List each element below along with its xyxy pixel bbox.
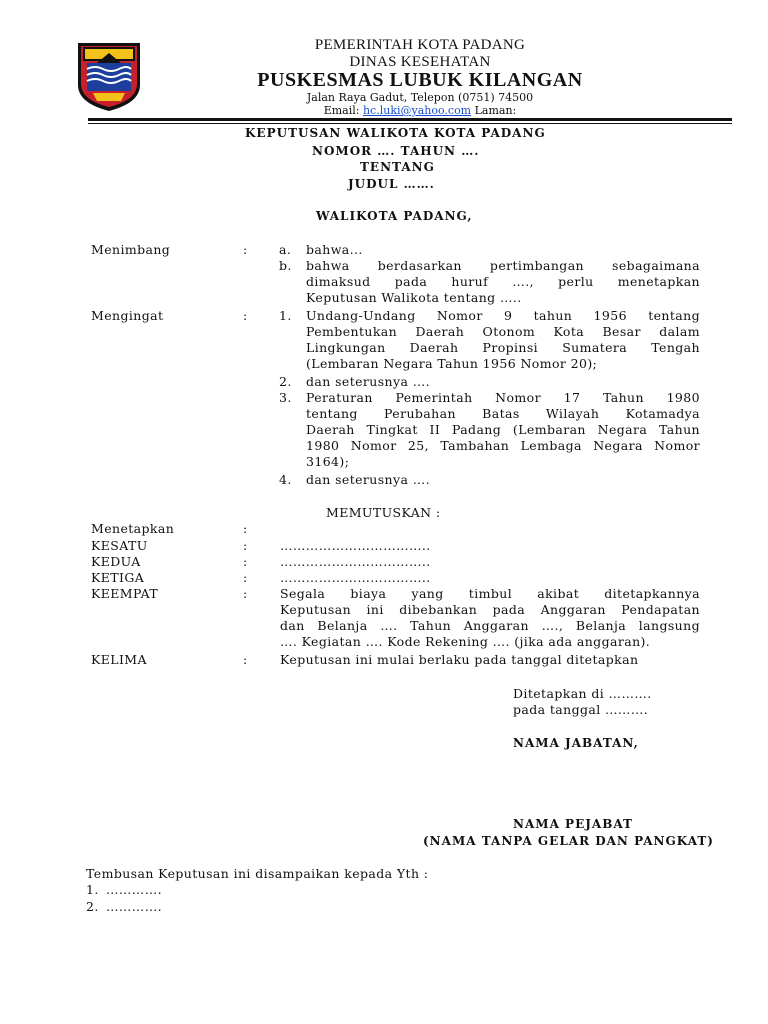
menimbang-line: bahwa berdasarkan pertimbangan sebagaimana [306, 258, 700, 273]
mengingat-line: (Lembaran Negara Tahun 1956 Nomor 20); [306, 356, 598, 371]
decree-title: KEPUTUSAN WALIKOTA KOTA PADANG [245, 126, 546, 140]
header-rule-thin [88, 123, 732, 124]
memutuskan-heading: MEMUTUSKAN : [326, 505, 441, 520]
email-label: Email: [323, 104, 360, 117]
mengingat-marker: 2. [279, 374, 292, 389]
decree-subject: JUDUL ……. [348, 177, 435, 191]
mengingat-line: Daerah Tingkat II Padang (Lembaran Negara Tahun [306, 422, 700, 437]
menimbang-label: Menimbang [91, 242, 171, 257]
mengingat-line: tentang Perubahan Batas Wilayah Kotamadya [306, 406, 700, 421]
decision-label: KEEMPAT [91, 586, 159, 601]
mengingat-line: 1980 Nomor 25, Tambahan Lembaga Negara Nomor [306, 438, 700, 453]
mengingat-marker: 3. [279, 390, 292, 405]
nama-pejabat: NAMA PEJABAT [513, 817, 633, 831]
mengingat-line: dan seterusnya …. [306, 374, 430, 389]
laman-label: Laman: [474, 104, 517, 117]
menimbang-marker: b. [279, 258, 292, 273]
header-department: DINAS KESEHATAN [349, 54, 491, 70]
menimbang-line: bahwa... [306, 242, 363, 257]
header-government: PEMERINTAH KOTA PADANG [314, 37, 526, 53]
decision-line: Keputusan ini dibebankan pada Anggaran Pendapatan [280, 602, 700, 617]
decision-colon: : [243, 652, 248, 667]
mengingat-line: Lingkungan Daerah Propinsi Sumatera Tengah [306, 340, 700, 355]
header-institution: PUSKESMAS LUBUK KILANGAN [257, 69, 583, 91]
tembusan-marker: 2. [86, 899, 99, 914]
mengingat-colon: : [243, 308, 248, 323]
decision-line: …………………………….. [280, 570, 431, 585]
mengingat-marker: 4. [279, 472, 292, 487]
mengingat-marker: 1. [279, 308, 292, 323]
decision-colon: : [243, 570, 248, 585]
ditetapkan-di: Ditetapkan di ………. [513, 686, 652, 701]
mengingat-label: Mengingat [91, 308, 164, 323]
header-address: Jalan Raya Gadut, Telepon (0751) 74500 [306, 91, 534, 104]
nama-jabatan: NAMA JABATAN, [513, 736, 639, 750]
tembusan-heading: Tembusan Keputusan ini disampaikan kepada Yth : [86, 866, 429, 881]
decision-colon: : [243, 586, 248, 601]
decision-colon: : [243, 521, 248, 536]
mengingat-line: 3164); [306, 454, 350, 469]
tembusan-item: …………. [106, 899, 162, 914]
header-contact [215, 104, 625, 117]
tembusan-marker: 1. [86, 882, 99, 897]
decision-line: …………………………….. [280, 554, 431, 569]
decree-number: NOMOR …. TAHUN …. [312, 144, 480, 158]
decision-label: KESATU [91, 538, 148, 553]
mengingat-line: Peraturan Pemerintah Nomor 17 Tahun 1980 [306, 390, 700, 405]
pada-tanggal: pada tanggal ………. [513, 702, 649, 717]
decree-tentang: TENTANG [360, 160, 435, 174]
decision-label: KETIGA [91, 570, 145, 585]
decision-colon: : [243, 554, 248, 569]
decision-line: Segala biaya yang timbul akibat ditetapkannya [280, 586, 700, 601]
decision-label: Menetapkan [91, 521, 175, 536]
menimbang-colon: : [243, 242, 248, 257]
decision-label: KEDUA [91, 554, 141, 569]
menimbang-line: Keputusan Walikota tentang ….. [306, 290, 522, 305]
decision-label: KELIMA [91, 652, 147, 667]
padang-city-emblem-icon [75, 41, 143, 113]
menimbang-line: dimaksud pada huruf …., perlu menetapkan [306, 274, 700, 289]
decision-line: Keputusan ini mulai berlaku pada tanggal ditetapkan [280, 652, 639, 667]
nama-tanpa-gelar: (NAMA TANPA GELAR DAN PANGKAT) [423, 834, 714, 848]
decision-colon: : [243, 538, 248, 553]
decision-line: dan Belanja …. Tahun Anggaran …., Belanja langsung [280, 618, 700, 633]
mayor-heading: WALIKOTA PADANG, [316, 209, 473, 223]
header-rule-thick [88, 118, 732, 121]
mengingat-line: dan seterusnya …. [306, 472, 430, 487]
mengingat-line: Pembentukan Daerah Otonom Kota Besar dalam [306, 324, 700, 339]
decision-line: …. Kegiatan …. Kode Rekening …. (jika ada anggaran). [280, 634, 651, 649]
tembusan-item: …………. [106, 882, 162, 897]
email-link[interactable]: hc.luki@yahoo.com [362, 104, 472, 117]
decision-line: …………………………….. [280, 538, 431, 553]
mengingat-line: Undang-Undang Nomor 9 tahun 1956 tentang [306, 308, 700, 323]
menimbang-marker: a. [279, 242, 292, 257]
